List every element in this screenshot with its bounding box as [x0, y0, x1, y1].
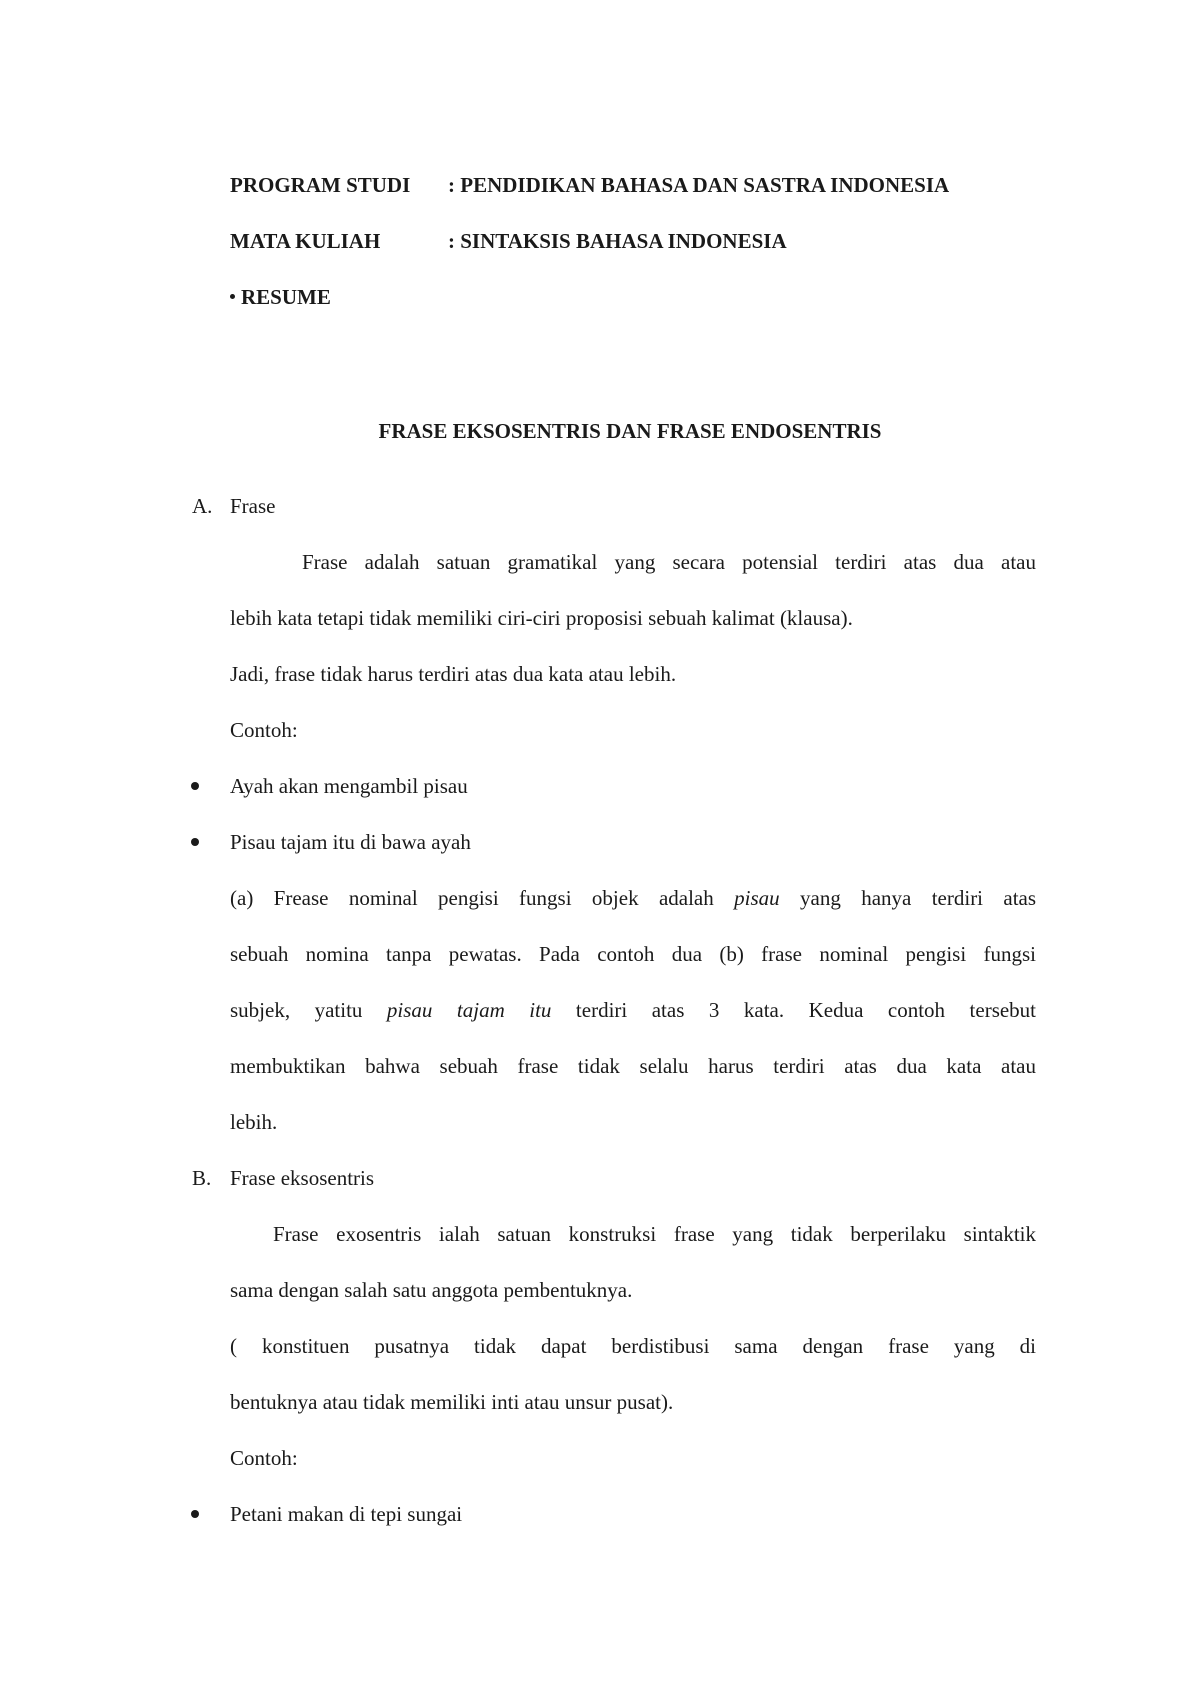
- course-value: : SINTAKSIS BAHASA INDONESIA: [448, 229, 787, 253]
- program-value: : PENDIDIKAN BAHASA DAN SASTRA INDONESIA: [448, 173, 950, 197]
- section-a-expl-line4: membuktikan bahwa sebuah frase tidak selalu harus terdiri atas dua kata atau: [230, 1054, 1036, 1078]
- section-b-heading: Frase eksosentris: [230, 1166, 375, 1190]
- section-b-para2-line1: ( konstituen pusatnya tidak dapat berdistibusi sama dengan frase yang di: [230, 1334, 1036, 1358]
- section-a-para2: Jadi, frase tidak harus terdiri atas dua kata atau lebih.: [230, 662, 677, 686]
- section-a-para1-line1: Frase adalah satuan gramatikal yang secara potensial terdiri atas dua atau: [302, 550, 1036, 574]
- bullet-icon: [230, 294, 235, 299]
- course-label: MATA KULIAH: [230, 229, 381, 253]
- section-a-marker: A.: [192, 494, 213, 518]
- section-a-expl-line2: sebuah nomina tanpa pewatas. Pada contoh dua (b) frase nominal pengisi fungsi: [230, 942, 1036, 966]
- bullet-icon: [191, 838, 199, 846]
- document-title: FRASE EKSOSENTRIS DAN FRASE ENDOSENTRIS: [378, 419, 882, 443]
- section-a-bullet-2: Pisau tajam itu di bawa ayah: [230, 830, 471, 854]
- section-b-para1-line1: Frase exosentris ialah satuan konstruksi frase yang tidak berperilaku sintaktik: [273, 1222, 1036, 1246]
- section-a-expl-line1: (a) Frease nominal pengisi fungsi objek adalah pisau yang hanya terdiri atas: [230, 886, 1037, 910]
- section-b-para1-line2: sama dengan salah satu anggota pembentuknya.: [230, 1278, 633, 1302]
- section-b-marker: B.: [192, 1166, 212, 1190]
- bullet-icon: [191, 782, 199, 790]
- section-a-heading: Frase: [230, 494, 276, 518]
- section-a-bullet-1: Ayah akan mengambil pisau: [230, 774, 468, 798]
- section-a-para1-line2: lebih kata tetapi tidak memiliki ciri-ciri proposisi sebuah kalimat (klausa).: [230, 606, 853, 630]
- bullet-icon: [191, 1510, 199, 1518]
- section-a-expl-line5: lebih.: [230, 1110, 278, 1134]
- resume-item: [230, 284, 331, 310]
- program-label: PROGRAM STUDI: [230, 173, 411, 197]
- section-a-example-label: Contoh:: [230, 718, 298, 742]
- section-b-example-label: Contoh:: [230, 1446, 298, 1470]
- section-a-expl-line3: subjek, yatitu pisau tajam itu terdiri atas 3 kata. Kedua contoh tersebut: [230, 998, 1037, 1022]
- section-b-para2-line2: bentuknya atau tidak memiliki inti atau unsur pusat).: [230, 1390, 674, 1414]
- section-b-bullet-1: Petani makan di tepi sungai: [230, 1502, 463, 1526]
- resume-label: RESUME: [241, 285, 331, 309]
